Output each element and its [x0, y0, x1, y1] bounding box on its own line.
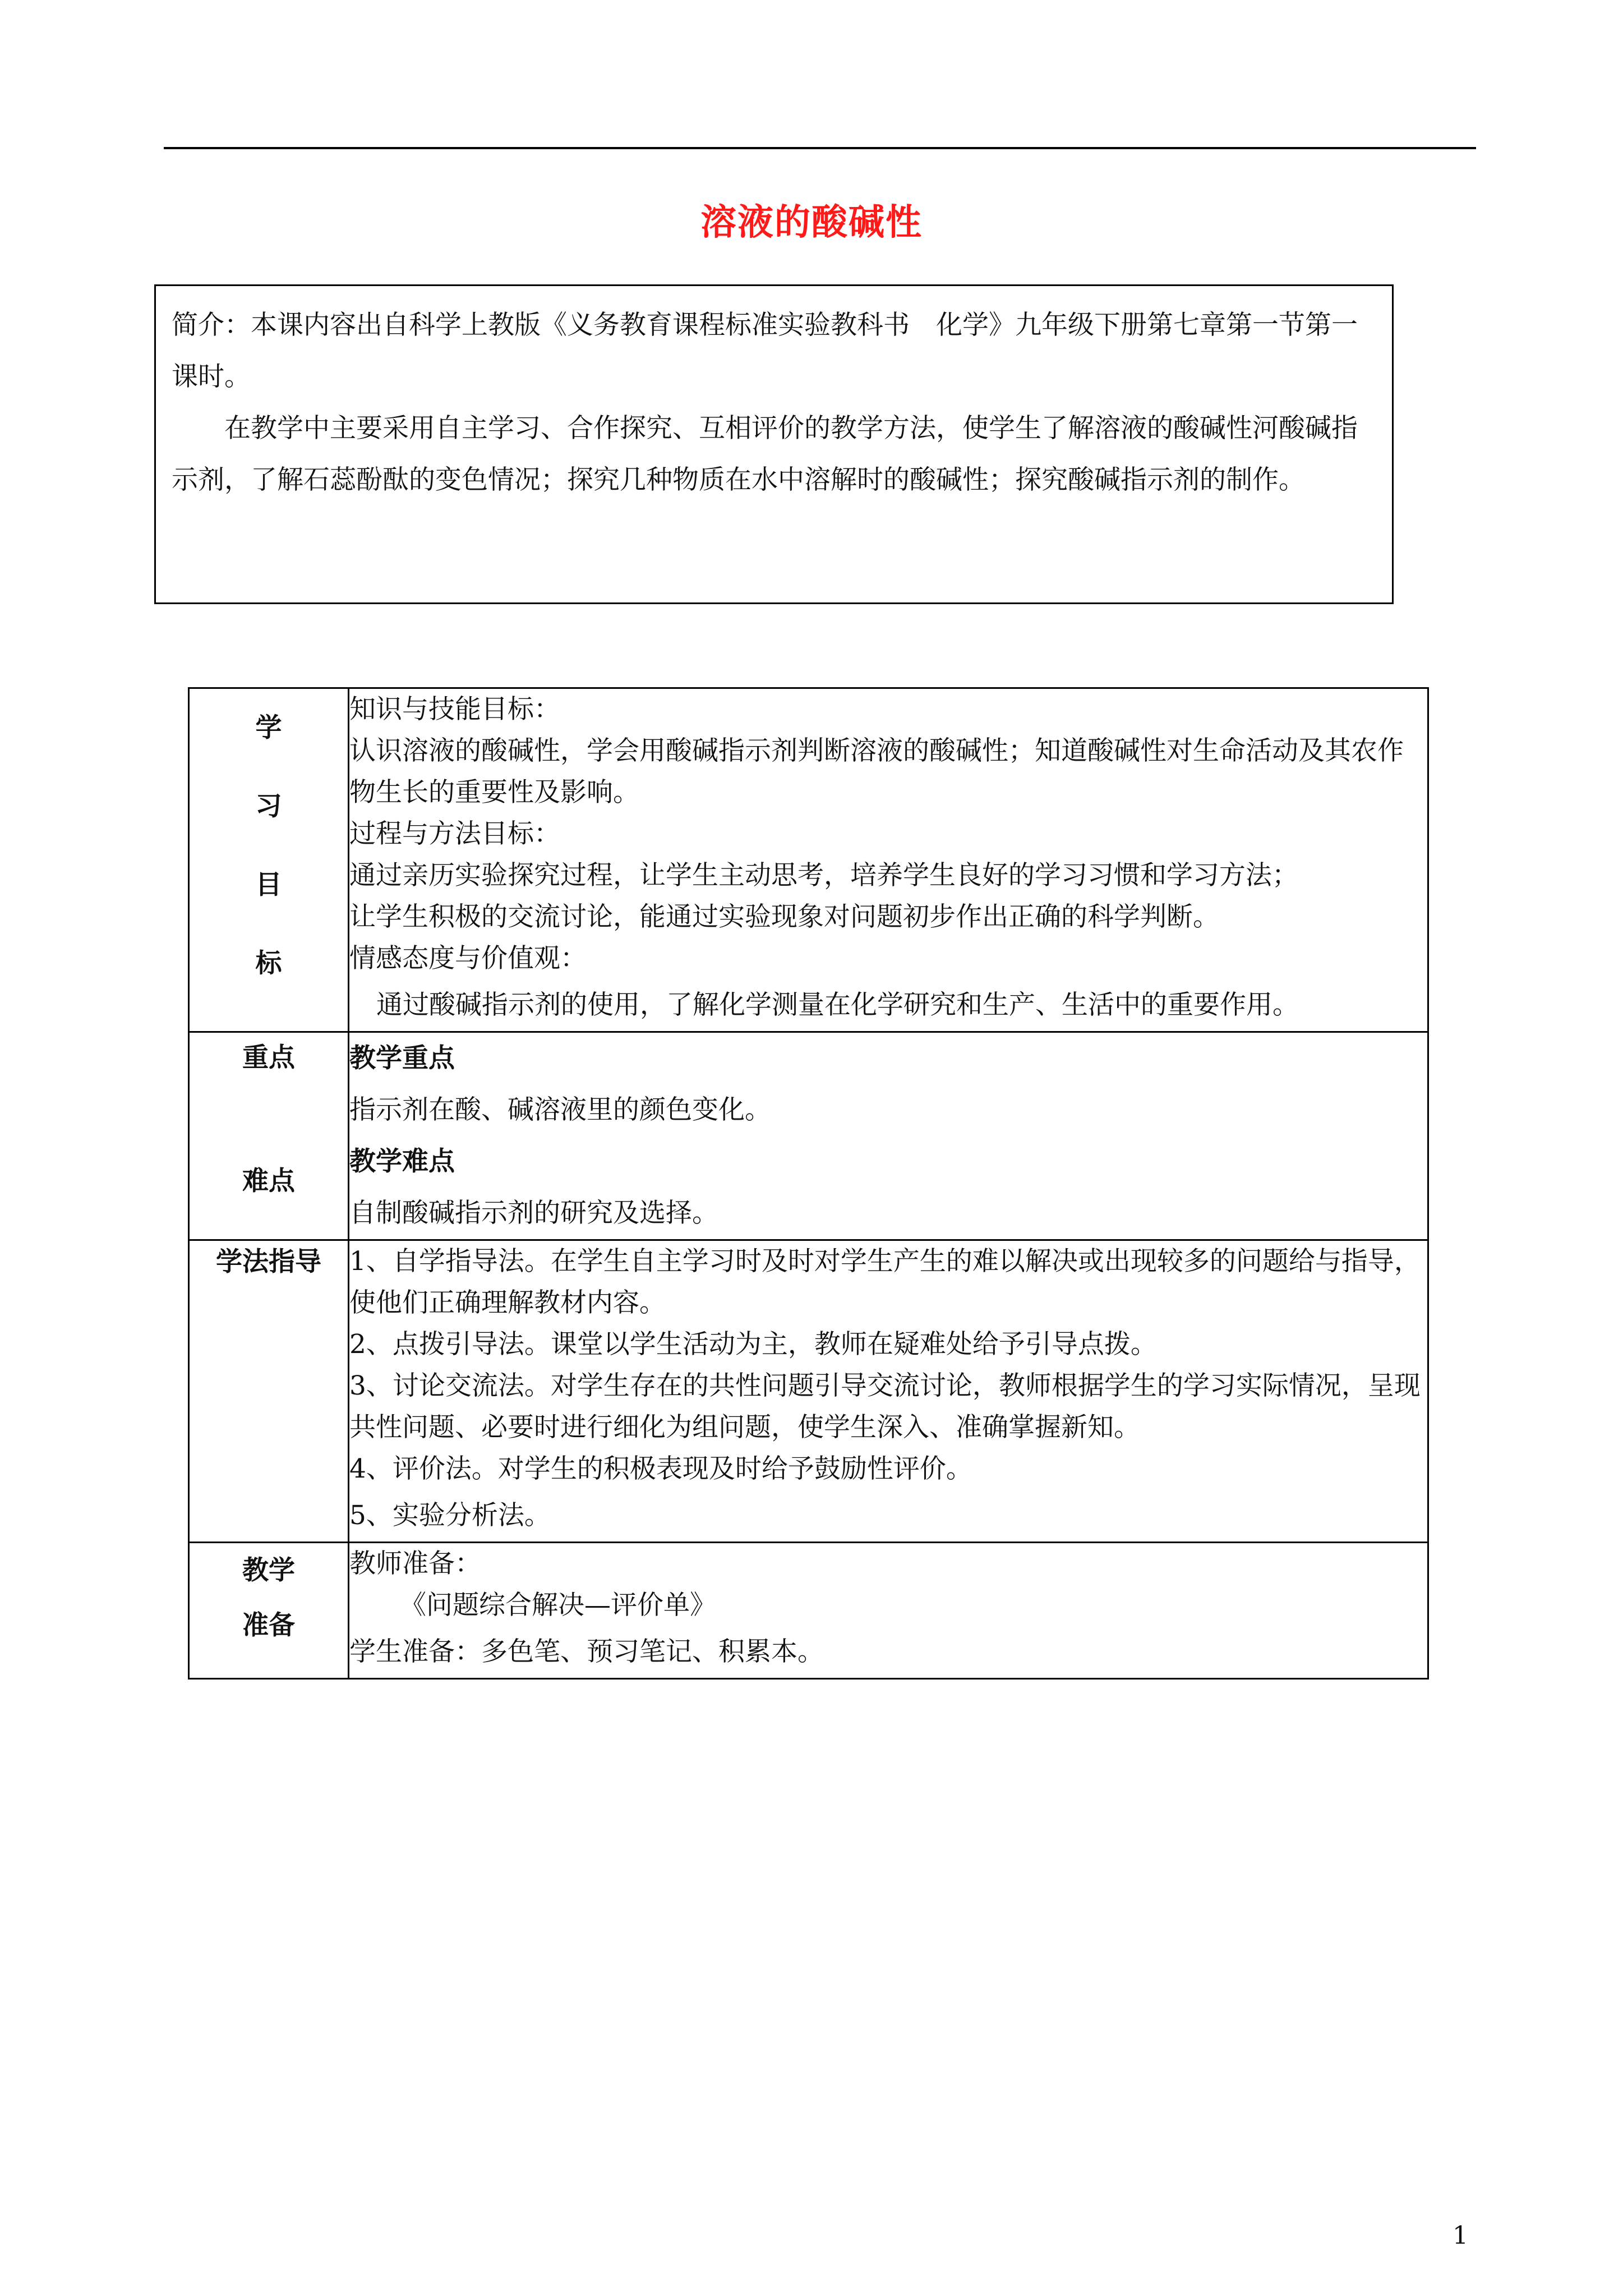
key-heading: 教学重点	[349, 1043, 455, 1074]
goals-label-char: 学	[255, 712, 282, 743]
key-label-top: 重点	[242, 1042, 295, 1073]
prep-label-bottom: 准备	[242, 1610, 295, 1641]
methods-content	[349, 1240, 1428, 1543]
key-points-label	[189, 1032, 349, 1240]
intro-method: 在教学中主要采用自主学习、合作探究、互相评价的教学方法，使学生了解溶液的酸碱性河酸碱指示剂，了解石蕊酚酞的变色情况；探究几种物质在水中溶解时的酸碱性；探究酸碱指示剂的制作。	[172, 413, 1358, 495]
key-text: 指示剂在酸、碱溶液里的颜色变化。	[349, 1094, 771, 1125]
lesson-plan-table	[188, 687, 1429, 1680]
method-item: 2、点拨引导法。课堂以学生活动为主，教师在疑难处给予引导点拨。	[349, 1329, 1157, 1360]
goals-label	[189, 688, 349, 1032]
prep-label-top: 教学	[242, 1555, 295, 1586]
process-text-2: 让学生积极的交流讨论，能通过实验现象对问题初步作出正确的科学判断。	[349, 901, 1219, 932]
teacher-prep-item: 《问题综合解决—评价单》	[400, 1590, 716, 1621]
knowledge-text: 认识溶液的酸碱性，学会用酸碱指示剂判断溶液的酸碱性；知道酸碱性对生命活动及其农作物生长的重要性及影响。	[349, 735, 1404, 808]
table-row-methods	[189, 1240, 1428, 1543]
intro-box	[154, 284, 1394, 604]
process-heading: 过程与方法目标：	[349, 818, 560, 849]
goals-label-char: 习	[255, 791, 282, 822]
process-text-1: 通过亲历实验探究过程，让学生主动思考，培养学生良好的学习习惯和学习方法；	[349, 860, 1298, 891]
method-item: 4、评价法。对学生的积极表现及时给予鼓励性评价。	[349, 1453, 972, 1484]
knowledge-heading: 知识与技能目标：	[349, 694, 560, 725]
emotion-heading: 情感态度与价值观：	[349, 943, 587, 974]
table-row-key-points	[189, 1032, 1428, 1240]
methods-label: 学法指导	[189, 1240, 349, 1543]
header-rule	[164, 147, 1476, 149]
goals-label-char: 目	[255, 869, 282, 900]
method-item: 5、实验分析法。	[349, 1500, 551, 1531]
teacher-prep-heading: 教师准备：	[349, 1548, 481, 1579]
key-label-bottom: 难点	[242, 1166, 295, 1197]
table-row-goals	[189, 688, 1428, 1032]
difficult-heading: 教学难点	[349, 1146, 455, 1177]
table-row-preparation	[189, 1543, 1428, 1679]
page-number: 1	[1453, 2221, 1468, 2250]
difficult-text: 自制酸碱指示剂的研究及选择。	[349, 1198, 718, 1228]
goals-content	[349, 688, 1428, 1032]
key-points-content	[349, 1032, 1428, 1240]
goals-label-char: 标	[255, 948, 282, 979]
method-item: 1、自学指导法。在学生自主学习时及时对学生产生的难以解决或出现较多的问题给与指导，使他们正确理解教材内容。	[349, 1246, 1421, 1318]
student-prep: 学生准备：多色笔、预习笔记、积累本。	[349, 1636, 824, 1667]
preparation-content	[349, 1543, 1428, 1679]
intro-summary: 简介：本课内容出自科学上教版《义务教育课程标准实验教科书 化学》九年级下册第七章第一节第一课时。	[172, 310, 1358, 392]
method-item: 3、讨论交流法。对学生存在的共性问题引导交流讨论，教师根据学生的学习实际情况，呈现共性问题、必要时进行细化为组问题，使学生深入、准确掌握新知。	[349, 1370, 1421, 1443]
preparation-label	[189, 1543, 349, 1679]
page-title: 溶液的酸碱性	[700, 201, 923, 243]
emotion-text: 通过酸碱指示剂的使用，了解化学测量在化学研究和生产、生活中的重要作用。	[376, 990, 1299, 1020]
